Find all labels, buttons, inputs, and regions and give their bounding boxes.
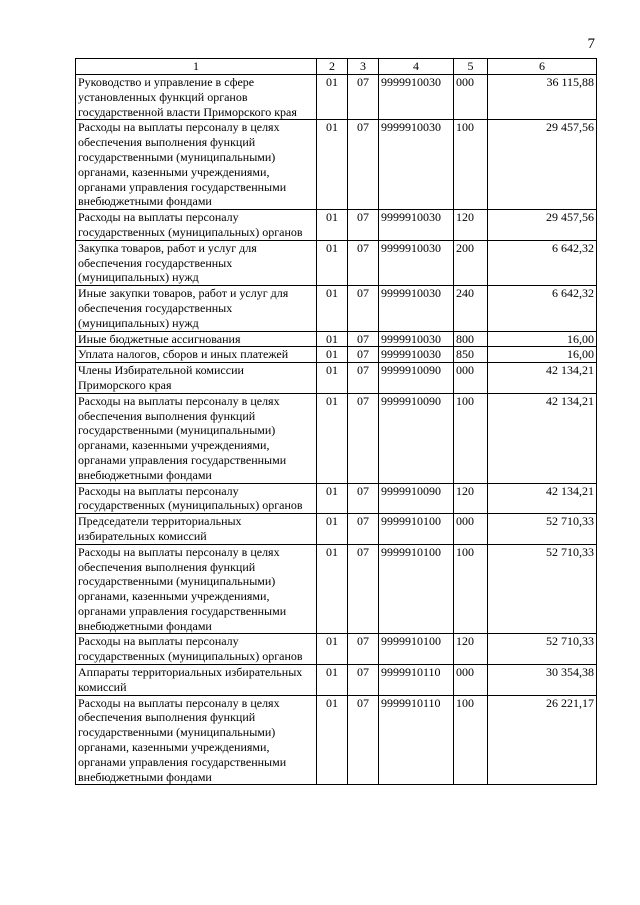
table-row — [76, 286, 597, 331]
page-number: 7 — [587, 36, 595, 52]
row-amount-cell: 42 134,21 — [488, 393, 597, 483]
row-name-cell: Члены Избирательной комиссии Приморского края — [76, 363, 317, 394]
row-subsection-cell: 07 — [348, 665, 379, 696]
row-amount-cell: 30 354,38 — [488, 665, 597, 696]
table-row — [76, 634, 597, 665]
row-expense-type-cell: 120 — [454, 483, 488, 514]
table-row — [76, 75, 597, 120]
row-name-cell: Расходы на выплаты персоналу в целях обеспечения выполнения функций государственными (муниципальными) органами, казенными учреждениями, органами управления государственными внебюджетными фондами — [76, 393, 317, 483]
row-section-cell: 01 — [317, 286, 348, 331]
row-name-cell: Расходы на выплаты персоналу государственных (муниципальных) органов — [76, 210, 317, 241]
row-subsection-cell: 07 — [348, 240, 379, 285]
row-expense-type-cell: 000 — [454, 363, 488, 394]
row-target-article-cell: 9999910030 — [379, 120, 454, 210]
row-subsection-cell: 07 — [348, 347, 379, 363]
table-row — [76, 363, 597, 394]
budget-table — [75, 58, 597, 785]
row-expense-type-cell: 000 — [454, 75, 488, 120]
table-row — [76, 393, 597, 483]
row-subsection-cell: 07 — [348, 331, 379, 347]
column-header: 2 — [317, 59, 348, 75]
row-amount-cell: 29 457,56 — [488, 210, 597, 241]
row-name-cell: Расходы на выплаты персоналу государственных (муниципальных) органов — [76, 483, 317, 514]
row-name-cell: Расходы на выплаты персоналу в целях обеспечения выполнения функций государственными (муниципальными) органами, казенными учреждениями, органами управления государственными внебюджетными фондами — [76, 120, 317, 210]
row-subsection-cell: 07 — [348, 393, 379, 483]
row-expense-type-cell: 000 — [454, 514, 488, 545]
table-row — [76, 240, 597, 285]
row-subsection-cell: 07 — [348, 286, 379, 331]
table-row — [76, 514, 597, 545]
row-name-cell: Иные бюджетные ассигнования — [76, 331, 317, 347]
table-row — [76, 665, 597, 696]
column-header: 5 — [454, 59, 488, 75]
table-row — [76, 695, 597, 785]
row-amount-cell: 26 221,17 — [488, 695, 597, 785]
row-expense-type-cell: 120 — [454, 634, 488, 665]
row-section-cell: 01 — [317, 120, 348, 210]
row-target-article-cell: 9999910030 — [379, 75, 454, 120]
row-subsection-cell: 07 — [348, 634, 379, 665]
row-name-cell: Расходы на выплаты персоналу в целях обеспечения выполнения функций государственными (муниципальными) органами, казенными учреждениями, органами управления государственными внебюджетными фондами — [76, 544, 317, 634]
row-section-cell: 01 — [317, 665, 348, 696]
row-name-cell: Расходы на выплаты персоналу в целях обеспечения выполнения функций государственными (муниципальными) органами, казенными учреждениями, органами управления государственными внебюджетными фондами — [76, 695, 317, 785]
row-section-cell: 01 — [317, 514, 348, 545]
row-amount-cell: 16,00 — [488, 331, 597, 347]
column-header: 6 — [488, 59, 597, 75]
row-subsection-cell: 07 — [348, 514, 379, 545]
row-target-article-cell: 9999910100 — [379, 544, 454, 634]
row-amount-cell: 6 642,32 — [488, 240, 597, 285]
row-subsection-cell: 07 — [348, 363, 379, 394]
row-target-article-cell: 9999910030 — [379, 240, 454, 285]
row-name-cell: Иные закупки товаров, работ и услуг для обеспечения государственных (муниципальных) нужд — [76, 286, 317, 331]
row-section-cell: 01 — [317, 331, 348, 347]
row-target-article-cell: 9999910100 — [379, 514, 454, 545]
table-row — [76, 544, 597, 634]
row-expense-type-cell: 120 — [454, 210, 488, 241]
row-section-cell: 01 — [317, 363, 348, 394]
row-target-article-cell: 9999910110 — [379, 695, 454, 785]
row-section-cell: 01 — [317, 240, 348, 285]
table-row — [76, 347, 597, 363]
table-row — [76, 331, 597, 347]
row-target-article-cell: 9999910090 — [379, 483, 454, 514]
row-amount-cell: 29 457,56 — [488, 120, 597, 210]
row-expense-type-cell: 850 — [454, 347, 488, 363]
row-name-cell: Расходы на выплаты персоналу государственных (муниципальных) органов — [76, 634, 317, 665]
row-name-cell: Председатели территориальных избирательных комиссий — [76, 514, 317, 545]
table-row — [76, 483, 597, 514]
row-subsection-cell: 07 — [348, 544, 379, 634]
row-expense-type-cell: 100 — [454, 120, 488, 210]
row-subsection-cell: 07 — [348, 210, 379, 241]
row-target-article-cell: 9999910030 — [379, 347, 454, 363]
row-name-cell: Руководство и управление в сфере установленных функций органов государственной власти Приморского края — [76, 75, 317, 120]
row-target-article-cell: 9999910110 — [379, 665, 454, 696]
row-amount-cell: 52 710,33 — [488, 514, 597, 545]
row-expense-type-cell: 100 — [454, 393, 488, 483]
row-target-article-cell: 9999910030 — [379, 210, 454, 241]
row-section-cell: 01 — [317, 75, 348, 120]
row-amount-cell: 42 134,21 — [488, 483, 597, 514]
row-expense-type-cell: 000 — [454, 665, 488, 696]
row-section-cell: 01 — [317, 544, 348, 634]
column-header: 1 — [76, 59, 317, 75]
row-subsection-cell: 07 — [348, 120, 379, 210]
row-name-cell: Уплата налогов, сборов и иных платежей — [76, 347, 317, 363]
row-target-article-cell: 9999910090 — [379, 393, 454, 483]
row-section-cell: 01 — [317, 483, 348, 514]
row-amount-cell: 36 115,88 — [488, 75, 597, 120]
row-target-article-cell: 9999910030 — [379, 331, 454, 347]
row-expense-type-cell: 200 — [454, 240, 488, 285]
row-subsection-cell: 07 — [348, 483, 379, 514]
row-section-cell: 01 — [317, 393, 348, 483]
row-expense-type-cell: 800 — [454, 331, 488, 347]
row-amount-cell: 52 710,33 — [488, 544, 597, 634]
row-expense-type-cell: 100 — [454, 695, 488, 785]
table-row — [76, 210, 597, 241]
row-name-cell: Аппараты территориальных избирательных комиссий — [76, 665, 317, 696]
row-section-cell: 01 — [317, 634, 348, 665]
row-expense-type-cell: 240 — [454, 286, 488, 331]
row-expense-type-cell: 100 — [454, 544, 488, 634]
row-amount-cell: 6 642,32 — [488, 286, 597, 331]
table-row — [76, 120, 597, 210]
row-section-cell: 01 — [317, 210, 348, 241]
row-section-cell: 01 — [317, 695, 348, 785]
row-target-article-cell: 9999910090 — [379, 363, 454, 394]
column-header: 3 — [348, 59, 379, 75]
header-row — [76, 59, 597, 75]
row-section-cell: 01 — [317, 347, 348, 363]
row-amount-cell: 42 134,21 — [488, 363, 597, 394]
column-header: 4 — [379, 59, 454, 75]
row-amount-cell: 16,00 — [488, 347, 597, 363]
row-subsection-cell: 07 — [348, 75, 379, 120]
row-name-cell: Закупка товаров, работ и услуг для обеспечения государственных (муниципальных) нужд — [76, 240, 317, 285]
row-target-article-cell: 9999910030 — [379, 286, 454, 331]
row-amount-cell: 52 710,33 — [488, 634, 597, 665]
row-target-article-cell: 9999910100 — [379, 634, 454, 665]
row-subsection-cell: 07 — [348, 695, 379, 785]
